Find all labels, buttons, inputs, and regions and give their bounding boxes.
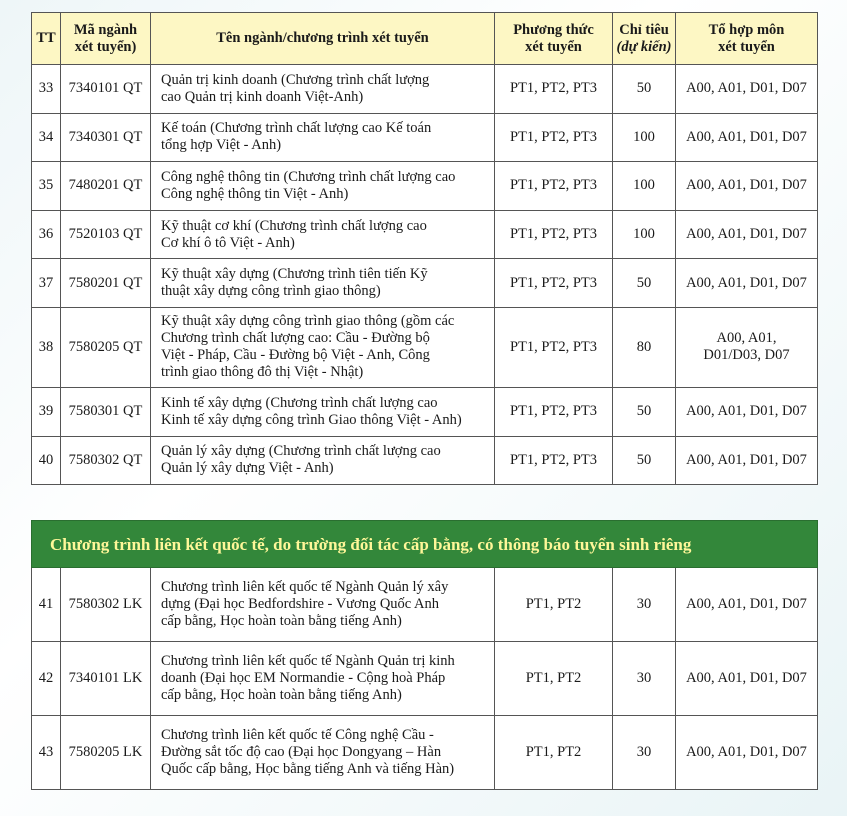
cell-ten: Chương trình liên kết quốc tế Ngành Quản lý xây dựng (Đại học Bedfordshire - Vương Quốc Anh cấp bằng, Học hoàn toàn bằng tiếng Anh) [151,568,495,642]
cell-to-hop: A00, A01, D01, D07 [676,716,818,790]
table-header-row [32,13,818,65]
cell-to-hop: A00, A01, D01, D07 [676,210,818,259]
table-row [32,716,818,790]
cell-to-hop: A00, A01, D01, D07 [676,259,818,308]
international-program-table [31,520,818,790]
cell-ten: Chương trình liên kết quốc tế Công nghệ Cầu - Đường sắt tốc độ cao (Đại học Dongyang – Hàn Quốc cấp bằng, Học bằng tiếng Anh và tiếng Hàn) [151,716,495,790]
cell-pt: PT1, PT2, PT3 [495,113,613,162]
cell-ct: 30 [613,642,676,716]
table-row [32,210,818,259]
cell-ma: 7340101 LK [61,642,151,716]
cell-ten: Kinh tế xây dựng (Chương trình chất lượng cao Kinh tế xây dựng công trình Giao thông Việt - Anh) [151,387,495,436]
cell-to-hop: A00, A01, D01, D07 [676,642,818,716]
cell-pt: PT1, PT2 [495,568,613,642]
admission-table [31,12,818,485]
table-row [32,65,818,114]
cell-ma: 7340301 QT [61,113,151,162]
cell-ma: 7580302 LK [61,568,151,642]
header-ma-nganh: Mã ngành xét tuyển) [61,13,151,65]
cell-ct: 50 [613,259,676,308]
cell-ten: Kế toán (Chương trình chất lượng cao Kế toán tổng hợp Việt - Anh) [151,113,495,162]
cell-pt: PT1, PT2, PT3 [495,436,613,485]
cell-to-hop: A00, A01, D01, D07 [676,436,818,485]
cell-ten: Chương trình liên kết quốc tế Ngành Quản trị kinh doanh (Đại học EM Normandie - Cộng hoà Pháp cấp bằng, Học hoàn toàn bằng tiếng Anh) [151,642,495,716]
cell-ten: Kỹ thuật xây dựng (Chương trình tiên tiến Kỹ thuật xây dựng công trình giao thông) [151,259,495,308]
cell-to-hop: A00, A01, D01, D07 [676,113,818,162]
cell-ct: 100 [613,210,676,259]
cell-tt: 34 [32,113,61,162]
cell-tt: 40 [32,436,61,485]
cell-ma: 7580302 QT [61,436,151,485]
cell-ct: 30 [613,716,676,790]
header-to-hop: Tổ hợp môn xét tuyển [676,13,818,65]
cell-ct: 100 [613,162,676,211]
cell-to-hop: A00, A01, D01, D07 [676,387,818,436]
table-row [32,113,818,162]
cell-tt: 36 [32,210,61,259]
cell-ma: 7340101 QT [61,65,151,114]
cell-ten: Quản trị kinh doanh (Chương trình chất lượng cao Quản trị kinh doanh Việt-Anh) [151,65,495,114]
cell-tt: 35 [32,162,61,211]
cell-pt: PT1, PT2, PT3 [495,307,613,387]
cell-tt: 43 [32,716,61,790]
cell-to-hop: A00, A01, D01, D07 [676,65,818,114]
cell-ma: 7520103 QT [61,210,151,259]
table-row [32,307,818,387]
cell-to-hop: A00, A01, D01, D07 [676,568,818,642]
cell-ct: 50 [613,387,676,436]
table-row [32,436,818,485]
cell-pt: PT1, PT2, PT3 [495,210,613,259]
cell-ma: 7580205 QT [61,307,151,387]
cell-to-hop: A00, A01, D01/D03, D07 [676,307,818,387]
header-chi-tieu: Chỉ tiêu (dự kiến) [613,13,676,65]
cell-ma: 7480201 QT [61,162,151,211]
cell-pt: PT1, PT2, PT3 [495,65,613,114]
section-banner [32,521,818,568]
cell-ct: 50 [613,65,676,114]
cell-ct: 100 [613,113,676,162]
cell-ct: 50 [613,436,676,485]
cell-pt: PT1, PT2, PT3 [495,162,613,211]
cell-to-hop: A00, A01, D01, D07 [676,162,818,211]
cell-ct: 30 [613,568,676,642]
cell-ct: 80 [613,307,676,387]
cell-tt: 41 [32,568,61,642]
table-row [32,568,818,642]
cell-ten: Quản lý xây dựng (Chương trình chất lượng cao Quản lý xây dựng Việt - Anh) [151,436,495,485]
header-ten-nganh: Tên ngành/chương trình xét tuyển [151,13,495,65]
table-row [32,162,818,211]
cell-ma: 7580205 LK [61,716,151,790]
header-phuong-thuc: Phương thức xét tuyển [495,13,613,65]
cell-pt: PT1, PT2, PT3 [495,259,613,308]
header-tt: TT [32,13,61,65]
cell-tt: 39 [32,387,61,436]
cell-ma: 7580301 QT [61,387,151,436]
cell-pt: PT1, PT2, PT3 [495,387,613,436]
table-row [32,642,818,716]
cell-ten: Kỹ thuật cơ khí (Chương trình chất lượng cao Cơ khí ô tô Việt - Anh) [151,210,495,259]
cell-tt: 42 [32,642,61,716]
cell-pt: PT1, PT2 [495,642,613,716]
section-title: Chương trình liên kết quốc tế, do trường đối tác cấp bằng, có thông báo tuyển sinh riêng [32,521,818,568]
table-row [32,259,818,308]
cell-ma: 7580201 QT [61,259,151,308]
cell-ten: Kỹ thuật xây dựng công trình giao thông (gồm các Chương trình chất lượng cao: Cầu - Đường bộ Việt - Pháp, Cầu - Đường bộ Việt - Anh, Công trình giao thông đô thị Việt - Nhật) [151,307,495,387]
cell-tt: 37 [32,259,61,308]
cell-pt: PT1, PT2 [495,716,613,790]
table-row [32,387,818,436]
cell-tt: 33 [32,65,61,114]
cell-ten: Công nghệ thông tin (Chương trình chất lượng cao Công nghệ thông tin Việt - Anh) [151,162,495,211]
cell-tt: 38 [32,307,61,387]
